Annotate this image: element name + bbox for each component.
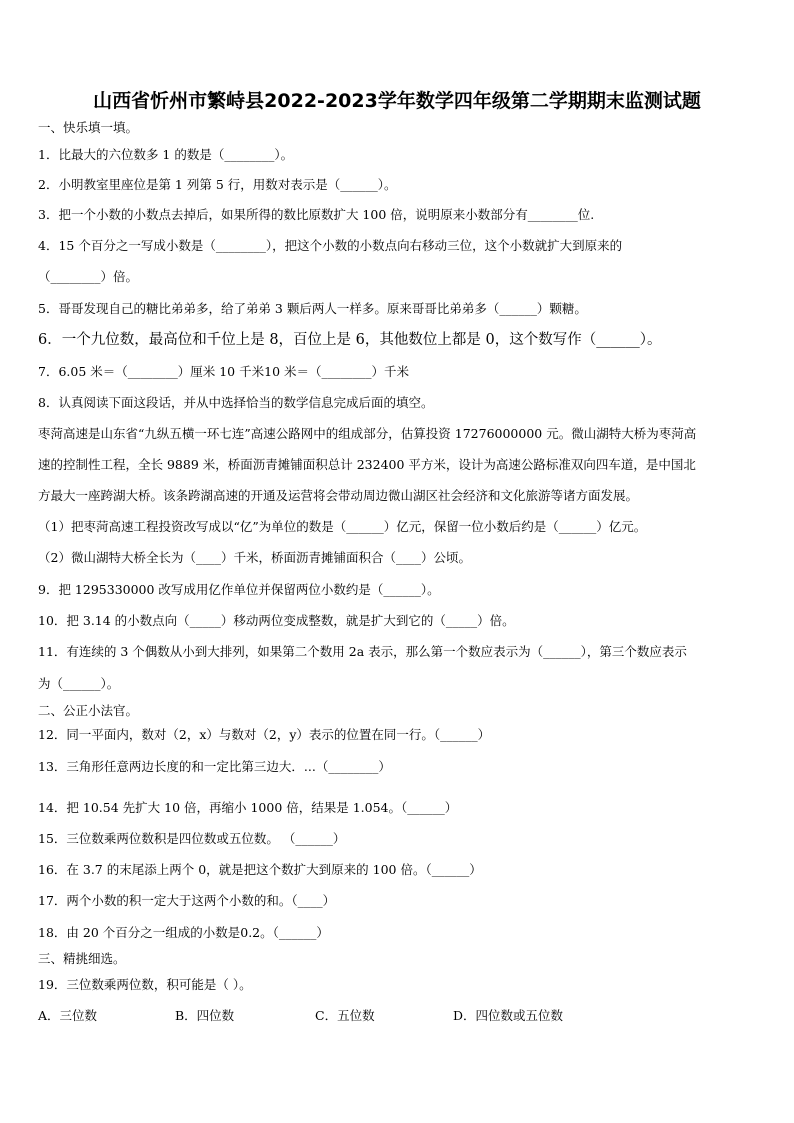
page-title: 山西省忻州市繁峙县2022-2023学年数学四年级第二学期期末监测试题 <box>93 90 701 112</box>
question-19: 19．三位数乘两位数，积可能是（ ）。 <box>38 977 252 992</box>
question-8-part-1: （1）把枣菏高速工程投资改写成以“亿”为单位的数是（______）亿元，保留一位小数后约是（______）亿元。 <box>38 519 647 534</box>
question-18: 18．由 20 个百分之一组成的小数是0.2。（______） <box>38 925 329 940</box>
question-14: 14．把 10.54 先扩大 10 倍，再缩小 1000 倍，结果是 1.054。（______） <box>38 800 458 815</box>
question-3: 3．把一个小数的小数点去掉后，如果所得的数比原数扩大 100 倍，说明原来小数部分有________位. <box>38 207 595 222</box>
question-4-line-2: （________）倍。 <box>38 269 139 284</box>
question-15: 15．三位数乘两位数积是四位数或五位数。 （______） <box>38 831 346 846</box>
question-10: 10．把 3.14 的小数点向（_____）移动两位变成整数，就是扩大到它的（_____）倍。 <box>38 613 515 628</box>
question-16: 16．在 3.7 的末尾添上两个 0，就是把这个数扩大到原来的 100 倍。（______） <box>38 862 482 877</box>
passage-line-1: 枣菏高速是山东省“九纵五横一环七连”高速公路网中的组成部分，估算投资 17276000000 元。微山湖特大桥为枣菏高 <box>38 426 697 441</box>
option-a: A．三位数 <box>38 1008 98 1023</box>
passage-line-2: 速的控制性工程，全长 9889 米，桥面沥青摊铺面积总计 232400 平方米，设计为高速公路标准双向四车道，是中国北 <box>38 457 696 472</box>
question-4-line-1: 4．15 个百分之一写成小数是（________），把这个小数的小数点向右移动三位，这个小数就扩大到原来的 <box>38 238 623 253</box>
question-12: 12．同一平面内，数对（2，x）与数对（2，y）表示的位置在同一行。（______） <box>38 727 491 742</box>
section-heading-choose: 三、精挑细选。 <box>38 951 126 966</box>
question-2: 2．小明教室里座位是第 1 列第 5 行，用数对表示是（______）。 <box>38 177 397 192</box>
section-heading-fill-in: 一、快乐填一填。 <box>38 120 139 135</box>
question-8: 8．认真阅读下面这段话，并从中选择恰当的数学信息完成后面的填空。 <box>38 395 434 410</box>
passage-line-3: 方最大一座跨湖大桥。该条跨湖高速的开通及运营将会带动周边微山湖区社会经济和文化旅游等诸方面发展。 <box>38 488 639 503</box>
question-8-part-2: （2）微山湖特大桥全长为（____）千米，桥面沥青摊铺面积合（____）公顷。 <box>38 550 471 565</box>
question-9: 9．把 1295330000 改写成用亿作单位并保留两位小数约是（______）。 <box>38 582 440 597</box>
option-d: D．四位数或五位数 <box>453 1008 564 1023</box>
question-17: 17．两个小数的积一定大于这两个小数的和。（____） <box>38 893 336 908</box>
question-11-line-1: 11．有连续的 3 个偶数从小到大排列，如果第二个数用 2a 表示，那么第一个数应表示为（______），第三个数应表示 <box>38 644 687 659</box>
question-11-line-2: 为（______）。 <box>38 676 120 691</box>
question-5: 5．哥哥发现自己的糖比弟弟多，给了弟弟 3 颗后两人一样多。原来哥哥比弟弟多（______）颗糖。 <box>38 301 587 316</box>
option-c: C．五位数 <box>315 1008 375 1023</box>
question-13: 13．三角形任意两边长度的和一定比第三边大．...（________） <box>38 759 391 774</box>
question-7: 7．6.05 米＝（________）厘米 10 千米10 米＝（________）千米 <box>38 364 409 379</box>
option-b: B．四位数 <box>175 1008 235 1023</box>
question-1: 1．比最大的六位数多 1 的数是（________）。 <box>38 147 294 162</box>
section-heading-judge: 二、公正小法官。 <box>38 703 139 718</box>
question-6: 6．一个九位数，最高位和千位上是 8，百位上是 6，其他数位上都是 0，这个数写作（______）。 <box>38 332 662 348</box>
